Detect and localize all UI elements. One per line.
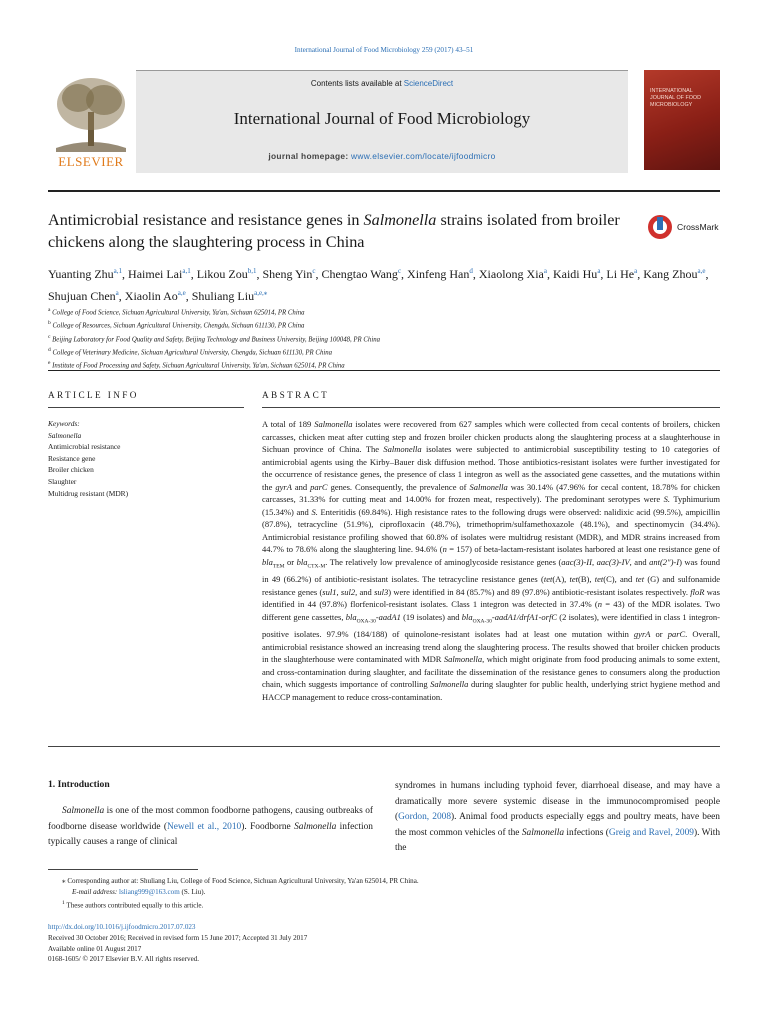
- author-name[interactable]: Likou Zou: [196, 267, 248, 281]
- abstract-rule: [262, 407, 720, 408]
- author-affiliation-marker[interactable]: a: [597, 267, 601, 275]
- footnotes: [48, 876, 718, 911]
- author-affiliation-marker[interactable]: c: [312, 267, 316, 275]
- crossmark-label: CrossMark: [677, 222, 719, 232]
- introduction-heading: 1. Introduction: [48, 779, 110, 790]
- author-affiliation-marker[interactable]: a,e,⁎: [254, 289, 268, 297]
- author-affiliation-marker[interactable]: a,e: [697, 267, 706, 275]
- author-name[interactable]: Shuliang Liu: [191, 289, 255, 303]
- masthead: [48, 70, 628, 173]
- author-affiliation-marker[interactable]: a: [115, 289, 119, 297]
- masthead-divider: [48, 190, 720, 192]
- author-list: Yuanting Zhu$^{a,1}$, Haimei Lai$^{a,1}$, Likou Zou$^{b,1}$, Sheng Yin$^c$, Chengtao Wang$^c$, Xinfeng Han$^d$, Xiaolong Xia$^a$, Kaidi Hu$^a$, Li He$^a$, Kang Zhou$^{a,e}$, Shujuan Chen$^a$, Xiaolin Ao$^{a,e}$, Shuliang Liu$^{a,e,⁎}$: [48, 267, 709, 303]
- email-note: E-mail address: lsliang999@163.com (S. Liu).: [72, 887, 206, 896]
- author-name[interactable]: Yuanting Zhu: [48, 267, 114, 281]
- author-name[interactable]: Kaidi Hu: [552, 267, 598, 281]
- equal-contribution-note: $^1$ These authors contributed equally to this article.: [62, 899, 204, 909]
- keyword-item: Multidrug resistant (MDR): [48, 488, 129, 498]
- keyword-item: Slaughter: [48, 476, 77, 486]
- author-name[interactable]: Chengtao Wang: [321, 267, 398, 281]
- author-name[interactable]: Li He: [606, 267, 635, 281]
- elsevier-logo[interactable]: [48, 70, 134, 173]
- author-affiliation-marker[interactable]: c: [397, 267, 402, 275]
- abstract-text: A total of 189 Salmonella isolates were recovered from 627 samples which were collected from cecal contents of broilers, chicken carcasses, chicken meat after cutting step and frozen broiler chicken products along the slaughtering process at a slaughterhouse in Sichuan province of China. The Salmonella isolates were subjected to antimicrobial susceptibility testing to 10 categories of antimicrobial agents using the Kirby–Bauer disk diffusion method. Those antibiotics-resistant isolates were further investigated for the occurrence of resistance genes, the presence of class 1 integron as well as the associated gene cassettes, and the mutations within the gyrA and parC genes. Consequently, the prevalence of Salmonella was 30.14% (47.96% for cecal content, 18.78% for chicken carcasses, 31.33% for cutting meat and 14.00% for frozen meat, respectively). The predominant serotypes were S. Typhimurium (15.34%) and S. Enteritidis (69.84%). High resistance rates to the following drugs were observed: nalidixic acid (99.5%), ampicillin (87.8%), tetracycline (51.9%), ciprofloxacin (48.7%), trimethoprim/sulfamethoxazole (48.1%), and spectinomycin (34.4%). Antimicrobial resistance profiling showed that 60.8% of isolates were multidrug resistant (MDR), and MDR strains increased from 44.7% to 78.6% along the slaughtering line. 94.6% (n = 157) of beta-lactam-resistant isolates harbored at least one resistance gene of bla$_{TEM}$ or bla$_{CTX-M}$. The relatively low prevalence of aminoglycoside resistance genes (aac(3)-II, aac(3)-IV, and ant(2″)-I) was found in 49 (66.2%) of antibiotic-resistant isolates. The tetracycline resistance genes (tet(A), tet(B), tet(C), and tet (G) and sulfonamide resistance genes (sul1, sul2, and sul3) were identified in 84 (85.7%) and 89 (97.8%) antibiotic-resistant isolates respectively. floR was identified in 44 (97.8%) florfenicol-resistant isolates. Class 1 integron was detected in 37.4% (n = 43) of the MDR isolates. Two different gene cassettes, bla$_{OXA-30}$-aadA1 (19 isolates) and bla$_{OXA-30}$-aadA1/drfA1-orfC (2 isolates), were identified in class 1 integron-positive isolates. 97.9% (184/188) of quinolone-resistant isolates had at least one mutation within gyrA or parC. Overall, antimicrobial resistance showed an increasing trend along the slaughtering process. The results showed that broiler chicken products in the slaughterhouse were contaminated with MDR Salmonella, which might originate from food producing animals to some extent, and cross-contamination during slaughter, and facilitate the dissemination of the resistance genes to consumers along the production chain, which suggests importance of controlling Salmonella during slaughter for public health, underlying strict hygiene method and HACCP management to reduce cross-contamination.: [262, 419, 721, 702]
- header-divider: [48, 370, 720, 371]
- author-affiliation-marker[interactable]: a,1: [113, 267, 123, 275]
- keyword-item: Salmonella: [48, 430, 82, 440]
- keyword-item: Antimicrobial resistance: [48, 442, 121, 452]
- author-affiliation-marker[interactable]: a,1: [182, 267, 191, 275]
- publication-info: [48, 922, 718, 965]
- author-name[interactable]: Shujuan Chen: [48, 289, 116, 303]
- journal-cover[interactable]: [644, 70, 720, 170]
- crossmark-badge[interactable]: [647, 214, 727, 242]
- affiliation-item: $^e$ Institute of Food Processing and Safety, Sichuan Agricultural University, Ya'an, Sichuan 625014, PR China: [48, 360, 345, 370]
- author-affiliation-marker[interactable]: a: [634, 267, 638, 275]
- author-name[interactable]: Sheng Yin: [262, 267, 313, 281]
- abstract-heading: ABSTRACT: [262, 390, 330, 400]
- author-name[interactable]: Xiaolong Xia: [478, 267, 544, 281]
- footnote-rule: [48, 869, 198, 870]
- author-name[interactable]: Kang Zhou: [643, 267, 698, 281]
- article-info-rule: [48, 407, 244, 408]
- journal-homepage-link[interactable]: www.elsevier.com/locate/ijfoodmicro: [351, 151, 496, 161]
- article-info-heading: ARTICLE INFO: [48, 390, 139, 400]
- affiliation-item: $^d$ College of Veterinary Medicine, Sichuan Agricultural University, Chengdu, Sichuan 611130, PR China: [48, 346, 333, 357]
- elsevier-logo-text: ELSEVIER: [58, 154, 124, 169]
- affiliation-list: [48, 305, 718, 371]
- journal-title: International Journal of Food Microbiology: [233, 109, 531, 128]
- author-affiliation-marker[interactable]: a,e: [177, 289, 186, 297]
- author-name[interactable]: Haimei Lai: [128, 267, 183, 281]
- author-affiliation-marker[interactable]: a: [543, 267, 547, 275]
- keyword-item: Resistance gene: [48, 453, 96, 463]
- journal-citation[interactable]: International Journal of Food Microbiology 259 (2017) 43–51: [294, 46, 474, 54]
- ref-newell-link[interactable]: Newell et al., 2010: [167, 821, 242, 832]
- online-date: Available online 01 August 2017: [48, 944, 142, 953]
- author-name[interactable]: Xinfeng Han: [407, 267, 470, 281]
- doi-link[interactable]: http://dx.doi.org/10.1016/j.ijfoodmicro.2017.07.023: [48, 923, 196, 931]
- copyright: 0168-1605/ © 2017 Elsevier B.V. All rights reserved.: [48, 955, 200, 964]
- received-dates: Received 30 October 2016; Received in revised form 15 June 2017; Accepted 31 July 2017: [48, 933, 308, 942]
- affiliation-item: $^c$ Beijing Laboratory for Food Quality and Safety, Beijing Technology and Business University, Beijing 100048, PR China: [48, 333, 381, 343]
- email-link[interactable]: lsliang999@163.com: [119, 887, 180, 896]
- affiliation-item: $^a$ College of Food Science, Sichuan Agricultural University, Ya'an, Sichuan 625014, PR China: [48, 307, 305, 317]
- author-name[interactable]: Xiaolin Ao: [124, 289, 178, 303]
- sciencedirect-link[interactable]: ScienceDirect: [403, 79, 454, 88]
- keyword-list: [48, 430, 248, 500]
- keywords-block: [48, 418, 248, 499]
- ref-greig-link[interactable]: Greig and Ravel, 2009: [608, 827, 694, 838]
- affiliation-item: $^b$ College of Resources, Sichuan Agricultural University, Chengdu, Sichuan 611130, PR China: [48, 320, 305, 330]
- intro-column-right: syndromes in humans including typhoid fever, diarrhoeal disease, and may have a dramatically more severe systemic disease in the immunocompromised people (Gordon, 2008). Animal food products especially eggs and poultry meats, have been the most common vehicles of the Salmonella infections (Greig and Ravel, 2009). With the: [395, 781, 721, 854]
- cover-title: INTERNATIONAL JOURNAL OF FOOD MICROBIOLOGY: [650, 88, 702, 108]
- corresponding-author-note: ⁎ Corresponding author at: Shuliang Liu, College of Food Science, Sichuan Agricultural University, Ya'an 625014, PR China.: [62, 877, 419, 885]
- abstract-end-rule: [48, 746, 720, 747]
- intro-column-left: Salmonella is one of the most common foodborne pathogens, causing outbreaks of foodborne disease worldwide (Newell et al., 2010). Foodborne Salmonella infection typically causes a range of clinical: [48, 806, 373, 848]
- author-affiliation-marker[interactable]: d: [469, 267, 473, 275]
- ref-gordon-link[interactable]: Gordon, 2008: [398, 812, 452, 823]
- author-affiliation-marker[interactable]: b,1: [247, 267, 257, 275]
- homepage-line: journal homepage: www.elsevier.com/locate/ijfoodmicro: [268, 151, 496, 161]
- keywords-label: Keywords:: [48, 419, 80, 428]
- keyword-item: Broiler chicken: [48, 465, 94, 475]
- crossmark-icon: [647, 214, 673, 240]
- journal-banner: [136, 70, 628, 173]
- article-title: Antimicrobial resistance and resistance genes in Salmonella strains isolated from broiler chickens along the slaughtering process in China: [48, 211, 620, 251]
- contents-line: Contents lists available at ScienceDirect: [310, 79, 454, 88]
